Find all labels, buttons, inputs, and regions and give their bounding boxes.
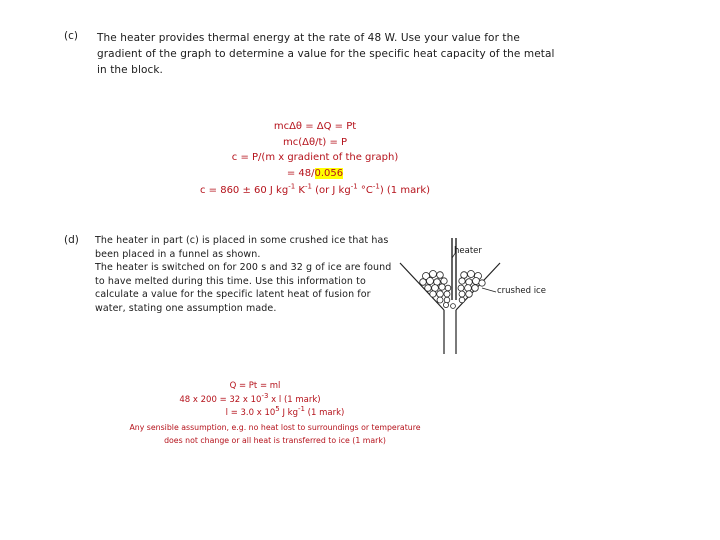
superscript: -1 <box>288 182 296 191</box>
answer-line-final <box>170 183 460 199</box>
question-line: water, stating one assumption made. <box>95 302 277 314</box>
superscript: -1 <box>304 182 312 191</box>
question-line: The heater in part (c) is placed in some crushed ice that has <box>95 235 389 246</box>
question-line: to have melted during this time. Use this information to <box>95 275 366 287</box>
answer-text: J kg <box>279 408 298 418</box>
question-line: been placed in a funnel as shown. <box>95 248 261 260</box>
part-d-label: (d) <box>64 234 79 246</box>
part-d-answer <box>120 380 430 448</box>
heater-label: heater <box>454 246 482 256</box>
part-c-question <box>97 30 567 78</box>
answer-text: x l (1 mark) <box>268 394 321 405</box>
superscript: -1 <box>372 182 380 191</box>
answer-line: mc(Δθ/t) = P <box>282 136 348 148</box>
answer-text: (or J kg <box>311 185 351 196</box>
answer-line: Any sensible assumption, e.g. no heat lost to surroundings or temperature <box>129 422 421 432</box>
answer-text: K <box>295 185 305 196</box>
superscript: -3 <box>261 391 269 400</box>
crushed-ice-label: crushed ice <box>497 286 546 296</box>
answer-text: 48 x 200 = 32 x 10 <box>179 394 262 405</box>
question-line: in the block. <box>97 64 163 76</box>
answer-line: Q = Pt = ml <box>229 381 281 391</box>
question-line: gradient of the graph to determine a value for the specific heat capacity of the metal <box>97 48 555 60</box>
superscript: -1 <box>350 182 358 191</box>
part-c-answer <box>170 119 460 199</box>
answer-line <box>170 166 460 182</box>
highlighted-gradient: 0.056 <box>314 167 344 179</box>
part-d-question <box>95 234 395 316</box>
answer-text: °C <box>357 185 373 196</box>
answer-line: does not change or all heat is transferred to ice (1 mark) <box>164 436 386 445</box>
funnel-heater-diagram <box>390 238 560 358</box>
answer-line <box>120 407 430 421</box>
ice-leader-line <box>482 288 496 292</box>
question-line: The heater provides thermal energy at the rate of 48 W. Use your value for the <box>97 32 520 44</box>
question-line: The heater is switched on for 200 s and 32 g of ice are found <box>95 262 392 274</box>
superscript: 5 <box>275 405 280 414</box>
answer-text: (1 mark) <box>304 408 345 418</box>
answer-text: l = 3.0 x 10 <box>225 408 276 418</box>
superscript: -1 <box>298 405 305 414</box>
answer-text: = 48/ <box>286 167 315 179</box>
answer-text: ) (1 mark) <box>379 185 431 196</box>
answer-line: mcΔθ = ΔQ = Pt <box>273 121 357 132</box>
part-c-label: (c) <box>64 30 78 42</box>
question-line: calculate a value for the specific latent heat of fusion for <box>95 289 371 301</box>
answer-line: c = P/(m x gradient of the graph) <box>231 152 399 163</box>
answer-text: c = 860 ± 60 J kg <box>199 185 289 196</box>
